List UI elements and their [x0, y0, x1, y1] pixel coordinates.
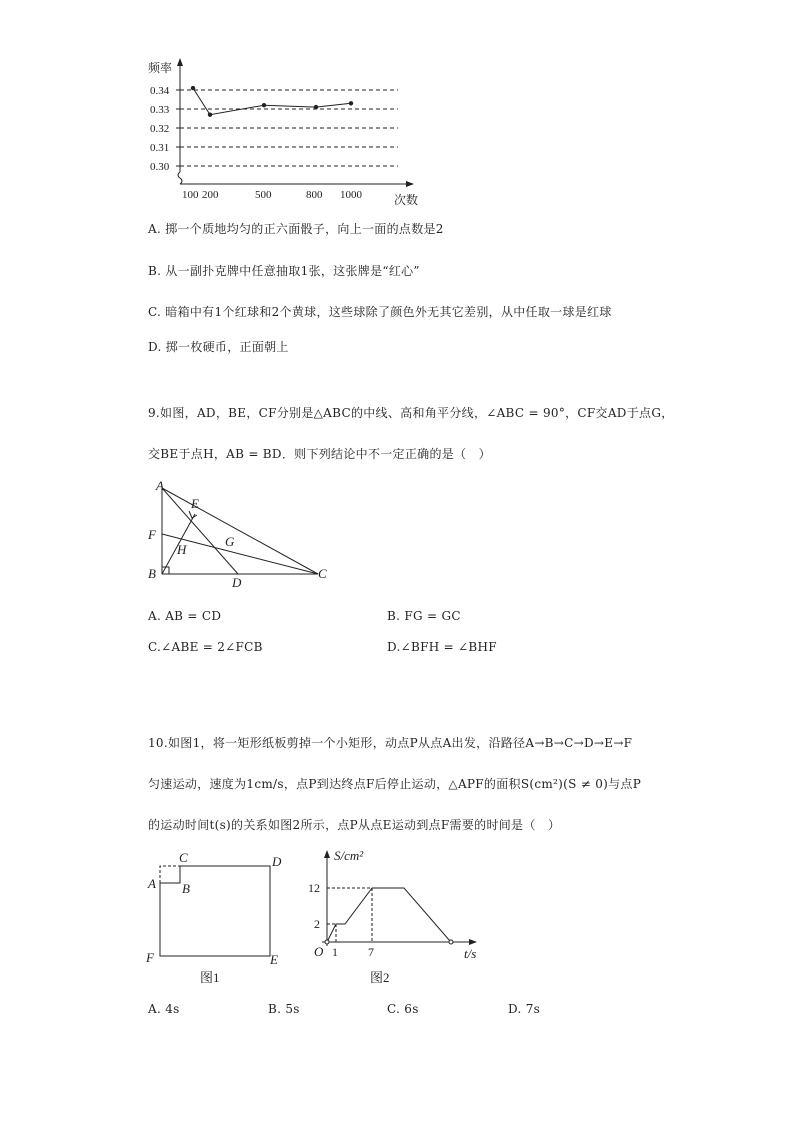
q8-option-b: B. 从一副扑克牌中任意抽取1张，这张牌是“红心” — [148, 264, 420, 278]
label-g: G — [225, 534, 235, 549]
fig1-caption: 图1 — [200, 970, 220, 985]
q10-option-a: A. 4s — [148, 1002, 180, 1016]
q10-figure-2 — [300, 842, 490, 990]
fig2-x1: 1 — [332, 945, 338, 959]
fig2-y2: 2 — [314, 917, 320, 931]
q9-option-c: C.∠ABE = 2∠FCB — [148, 640, 263, 654]
fig1-label-d: D — [272, 854, 282, 869]
q8-option-c: C. 暗箱中有1个红球和2个黄球，这些球除了颜色外无其它差别，从中任取一球是红球 — [148, 305, 612, 319]
fig2-origin: O — [314, 944, 324, 959]
label-b: B — [148, 566, 156, 581]
q8-option-d: D. 掷一枚硬币，正面朝上 — [148, 340, 289, 354]
data-point — [208, 113, 212, 117]
x-tick: 100 — [182, 189, 199, 201]
fig2-x7: 7 — [368, 945, 374, 959]
frequency-chart — [140, 58, 430, 208]
q9-option-a: A. AB = CD — [148, 609, 222, 623]
q10-option-c: C. 6s — [387, 1002, 419, 1016]
q9-stem-line2: 交BE于点H，AB = BD．则下列结论中不一定正确的是（ ） — [148, 447, 491, 461]
q9-triangle-figure — [140, 478, 340, 588]
fig1-label-a: A — [148, 876, 156, 891]
y-tick: 0.30 — [150, 161, 170, 173]
y-tick: 0.32 — [150, 123, 170, 135]
label-h: H — [177, 542, 187, 557]
frequency-line — [193, 88, 351, 115]
fig1-label-b: B — [182, 881, 190, 896]
q10-stem-line1: 10.如图1，将一矩形纸板剪掉一个小矩形，动点P从点A出发，沿路径A→B→C→D→E→F — [148, 736, 633, 750]
label-e: E — [191, 496, 199, 511]
fig2-xlabel: t/s — [464, 946, 477, 961]
q10-stem-line2: 匀速运动，速度为1cm/s，点P到达终点F后停止运动，△APF的面积S(cm²)(S ≠ 0)与点P — [148, 777, 642, 791]
label-c: C — [318, 566, 327, 581]
q9-option-b: B. FG = GC — [387, 609, 461, 623]
data-point — [191, 86, 195, 90]
data-point — [262, 103, 266, 107]
label-d: D — [232, 575, 242, 588]
fig1-label-f: F — [146, 950, 154, 965]
fig2-y12: 12 — [308, 881, 320, 895]
q10-stem-line3: 的运动时间t(s)的关系如图2所示，点P从点E运动到点F需要的时间是（ ） — [148, 818, 561, 832]
x-tick: 500 — [255, 189, 272, 201]
y-tick: 0.31 — [150, 142, 170, 154]
q10-option-d: D. 7s — [508, 1002, 541, 1016]
q8-option-a: A. 掷一个质地均匀的正六面骰子，向上一面的点数是2 — [148, 222, 444, 236]
q10-figure-1 — [140, 848, 290, 988]
chart-ylabel: 频率 — [148, 61, 173, 75]
chart-xlabel: 次数 — [394, 193, 419, 207]
fig2-caption: 图2 — [370, 970, 390, 985]
y-tick: 0.33 — [150, 104, 170, 116]
q9-option-d: D.∠BFH = ∠BHF — [387, 640, 497, 654]
q9-stem-line1: 9.如图，AD，BE，CF分别是△ABC的中线、高和角平分线，∠ABC = 90°，CF交AD于点G， — [148, 406, 674, 420]
data-point — [314, 105, 318, 109]
x-tick: 200 — [202, 189, 219, 201]
x-tick: 1000 — [340, 189, 362, 201]
fig1-label-c: C — [179, 850, 188, 865]
q10-option-b: B. 5s — [268, 1002, 300, 1016]
label-a: A — [156, 478, 164, 493]
data-point — [349, 101, 353, 105]
fig1-label-e: E — [270, 952, 278, 967]
x-tick: 800 — [306, 189, 323, 201]
fig2-ylabel: S/cm² — [334, 848, 364, 863]
y-tick: 0.34 — [150, 85, 170, 97]
label-f: F — [148, 527, 156, 542]
